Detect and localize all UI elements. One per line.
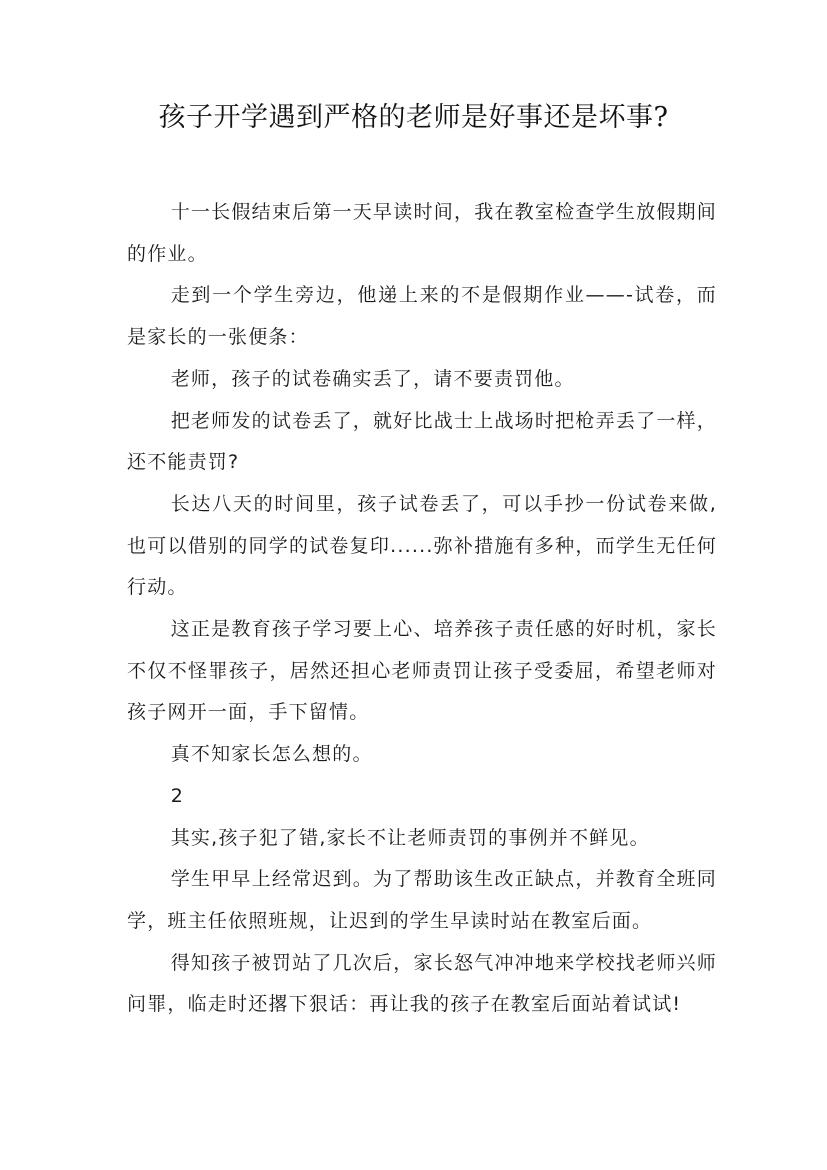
paragraph: 其实,孩子犯了错,家长不让老师责罚的事例并不鲜见。 [170,826,650,849]
paragraph: 走到一个学生旁边，他递上来的不是假期作业——-试卷，而是家长的一张便条： [127,284,717,349]
paragraph: 十一长假结束后第一天早读时间，我在教室检查学生放假期间的作业。 [127,201,717,265]
document-title: 孩子开学遇到严格的老师是好事还是坏事? [158,102,669,133]
paragraph: 这正是教育孩子学习要上心、培养孩子责任感的好时机，家长不仅不怪罪孩子，居然还担心老师责罚让孩子受委屈，希望老师对孩子网开一面，手下留情。 [127,618,717,724]
paragraph: 学生甲早上经常迟到。为了帮助该生改正缺点，并教育全班同学，班主任依照班规，让迟到的学生早读时站在教室后面。 [127,868,717,932]
paragraph: 真不知家长怎么想的。 [170,743,373,766]
document-body [127,192,717,1026]
paragraph: 老师，孩子的试卷确实丢了，请不要责罚他。 [170,367,575,390]
paragraph: 把老师发的试卷丢了，就好比战士上战场时把枪弄丢了一样，还不能责罚? [127,409,717,474]
paragraph: 长达八天的时间里，孩子试卷丢了，可以手抄一份试卷来做,也可以借别的同学的试卷复印......弥补措施有多种，而学生无任何行动。 [127,492,717,599]
section-number: 2 [170,784,184,807]
paragraph: 得知孩子被罚站了几次后，家长怒气冲冲地来学校找老师兴师问罪，临走时还撂下狠话：再让我的孩子在教室后面站着试试! [127,951,717,1016]
